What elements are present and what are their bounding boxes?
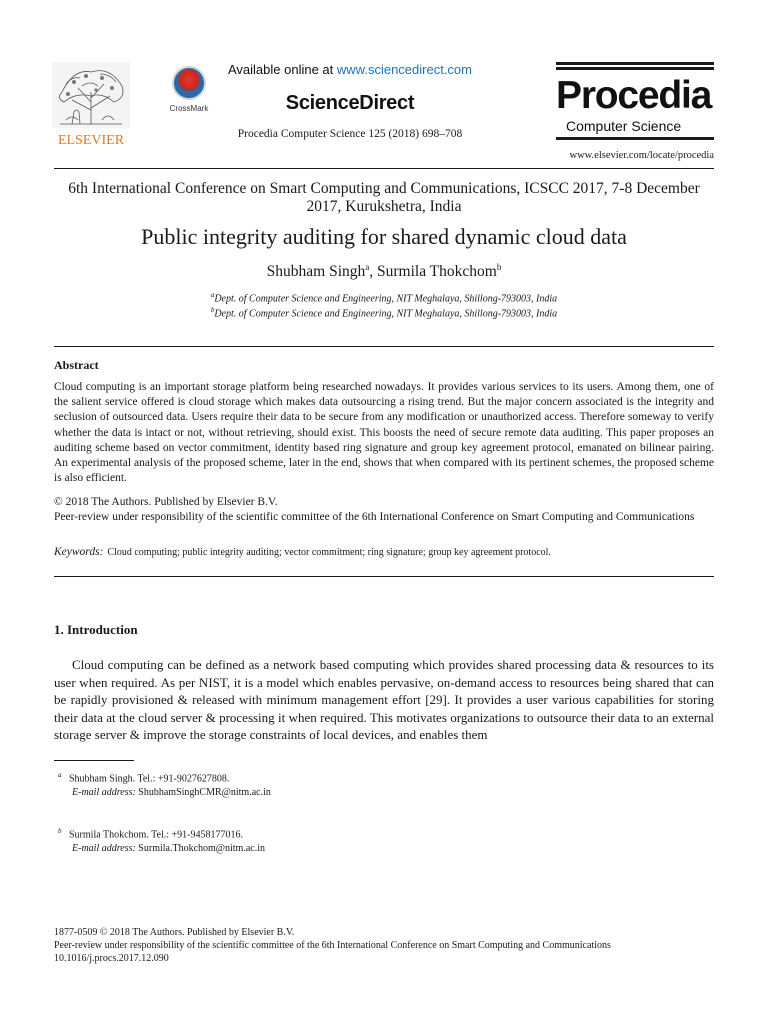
author-list bbox=[54, 262, 714, 281]
email-label: E-mail address: bbox=[72, 787, 136, 799]
abstract-body: Cloud computing is an important storage platform being researched nowadays. It provides various services to its users. Among them, one of the salient service offered is cloud storage which makes data outsourcing a rising trend. But the major concern associated is the integrity and seclusion of outsourced data. Users require their data to be secure from any modification or unauthorized access. Therefore someway to verify whether the data is intact or not, without retrieving, should exist. This boosts the need of secure remote data auditing. This paper proposes an auditing scheme based on vector commitment, identity based ring signature and group key agreement protocol, emanated on bilinear pairing. An experimental analysis of the proposed scheme, later in the end, shows that when compared with its pertinent schemes, the proposed scheme is also efficient. bbox=[54, 381, 714, 485]
brand-rule-top-2 bbox=[556, 67, 714, 70]
introduction-body: Cloud computing can be defined as a network based computing which provides shared processing data & resources to its user when required. As per NIST, it is a model which enables pervasive, on-demand access to resources being shared that can be rapidly provisioned & released with minimum management effort [29]. It provides a user various capabilities for storing their data at the cloud server & processing it when required. This motivates organizations to outsource their data to an external storage server & improve the storage constraints of local devices, and enables them bbox=[54, 657, 714, 742]
affiliation bbox=[54, 291, 714, 304]
available-prefix: Available online at bbox=[227, 62, 337, 77]
author-affiliation-mark: b bbox=[496, 262, 502, 272]
affiliation-text: Dept. of Computer Science and Engineering, NIT Meghalaya, Shillong-793003, India bbox=[214, 293, 558, 305]
available-online bbox=[170, 62, 530, 77]
procedia-subtitle: Computer Science bbox=[566, 118, 682, 134]
sciencedirect-wordmark: ScienceDirect bbox=[285, 92, 415, 114]
abstract-top-rule bbox=[54, 346, 714, 347]
footnote-mark: a bbox=[58, 771, 62, 779]
footnote-contact: Surmila Thokchom. Tel.: +91-9458177016. bbox=[69, 829, 244, 841]
footnote-mark: b bbox=[58, 827, 62, 835]
footer-peer-review: Peer-review under responsibility of the scientific committee of the 6th International Conference on Smart Computing and Communications bbox=[54, 940, 611, 951]
affiliation-mark: a bbox=[210, 291, 215, 299]
section-heading-introduction: 1. Introduction bbox=[54, 622, 138, 637]
keywords-list: Cloud computing; public integrity auditing; vector commitment; ring signature; group key agreement protocol. bbox=[107, 547, 551, 558]
keywords bbox=[54, 546, 714, 558]
affiliation-mark: b bbox=[210, 306, 215, 314]
journal-reference: Procedia Computer Science 125 (2018) 698–708 bbox=[237, 128, 463, 140]
crossmark-label: CrossMark bbox=[169, 104, 209, 113]
copyright-notice: © 2018 The Authors. Published by Elsevier B.V. bbox=[54, 496, 278, 508]
page-footer bbox=[54, 926, 734, 965]
author-separator: , bbox=[369, 263, 377, 281]
author-affiliation-mark: a bbox=[365, 262, 370, 272]
email-address[interactable]: Surmila.Thokchom@nitm.ac.in bbox=[138, 843, 265, 855]
elsevier-tree-icon bbox=[52, 62, 130, 148]
journal-url[interactable]: www.elsevier.com/locate/procedia bbox=[569, 150, 714, 161]
author-footnote bbox=[58, 824, 265, 856]
elsevier-logo bbox=[52, 62, 130, 148]
header-divider bbox=[54, 168, 714, 169]
abstract-heading: Abstract bbox=[54, 358, 99, 372]
author-name: Surmila Thokchom bbox=[377, 263, 497, 281]
peer-review-notice: Peer-review under responsibility of the scientific committee of the 6th International Conference on Smart Computing and Communications bbox=[54, 511, 695, 523]
keywords-label: Keywords: bbox=[54, 546, 104, 558]
email-address[interactable]: ShubhamSinghCMR@nitm.ac.in bbox=[138, 787, 271, 799]
email-label: E-mail address: bbox=[72, 843, 136, 855]
affiliation bbox=[54, 306, 714, 319]
procedia-title: Procedia bbox=[556, 74, 712, 117]
brand-rule-bottom bbox=[556, 137, 714, 140]
affiliation-text: Dept. of Computer Science and Engineering, NIT Meghalaya, Shillong-793003, India bbox=[214, 308, 558, 320]
footnote-rule bbox=[54, 760, 134, 761]
paper-title: Public integrity auditing for shared dynamic cloud data bbox=[141, 224, 627, 249]
doi[interactable]: 10.1016/j.procs.2017.12.090 bbox=[54, 953, 169, 964]
procedia-brand bbox=[556, 62, 714, 140]
brand-rule-top bbox=[556, 62, 714, 65]
sciencedirect-link[interactable]: www.sciencedirect.com bbox=[336, 62, 472, 77]
abstract-bottom-rule bbox=[54, 576, 714, 577]
conference-name: 6th International Conference on Smart Computing and Communications, ICSCC 2017, 7-8 December 2017, Kurukshetra, India bbox=[68, 180, 700, 215]
issn-line: 1877-0509 © 2018 The Authors. Published by Elsevier B.V. bbox=[54, 927, 295, 938]
elsevier-wordmark: ELSEVIER bbox=[57, 133, 125, 148]
author-name: Shubham Singh bbox=[266, 263, 366, 281]
footnote-contact: Shubham Singh. Tel.: +91-9027627808. bbox=[69, 773, 230, 785]
author-footnote bbox=[58, 768, 271, 800]
